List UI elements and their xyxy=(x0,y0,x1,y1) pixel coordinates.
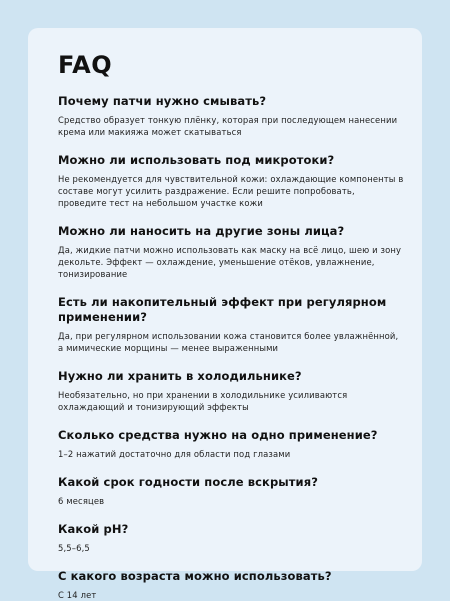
faq-item xyxy=(58,153,406,209)
faq-answer: Средство образует тонкую плёнку, которая при последующем нанесении крема или макияжа может скатываться xyxy=(58,115,398,137)
faq-item xyxy=(58,522,406,554)
faq-answer: Да, при регулярном использовании кожа становится более увлажнённой, а мимические морщины — менее выраженными xyxy=(58,331,399,353)
faq-answer: Не рекомендуется для чувствительной кожи: охлаждающие компоненты в составе могут усилить раздражение. Если решите попробовать, проведите тест на небольшом участке кожи xyxy=(58,174,404,208)
faq-answer: 1–2 нажатий достаточно для области под глазами xyxy=(58,449,291,459)
page-title: FAQ xyxy=(58,51,113,79)
faq-card xyxy=(28,28,422,600)
faq-item xyxy=(58,428,406,460)
faq-question: Есть ли накопительный эффект при регулярном применении? xyxy=(58,295,387,324)
faq-question: Можно ли использовать под микротоки? xyxy=(58,153,335,167)
faq-question: С какого возраста можно использовать? xyxy=(58,569,332,583)
faq-answer: Да, жидкие патчи можно использовать как маску на всё лицо, шею и зону декольте. Эффект — охлаждение, уменьшение отёков, увлажнение, тонизирование xyxy=(58,245,402,279)
faq-item xyxy=(58,295,406,354)
faq-item xyxy=(58,569,406,601)
faq-answer: 6 месяцев xyxy=(58,496,105,506)
faq-item xyxy=(58,369,406,413)
faq-item xyxy=(58,475,406,507)
faq-answer: С 14 лет xyxy=(58,590,97,600)
faq-answer: 5,5–6,5 xyxy=(58,543,90,553)
faq-item xyxy=(58,224,406,280)
faq-question: Какой срок годности после вскрытия? xyxy=(58,475,318,489)
faq-question: Нужно ли хранить в холодильнике? xyxy=(58,369,302,383)
faq-answer: Необязательно, но при хранении в холодильнике усиливаются охлаждающий и тонизирующий эффекты xyxy=(58,390,348,412)
faq-question: Почему патчи нужно смывать? xyxy=(58,94,267,108)
faq-question: Какой pH? xyxy=(58,522,129,536)
faq-question: Можно ли наносить на другие зоны лица? xyxy=(58,224,345,238)
faq-question: Сколько средства нужно на одно применение? xyxy=(58,428,378,442)
faq-item xyxy=(58,94,406,138)
faq-list xyxy=(58,94,406,601)
